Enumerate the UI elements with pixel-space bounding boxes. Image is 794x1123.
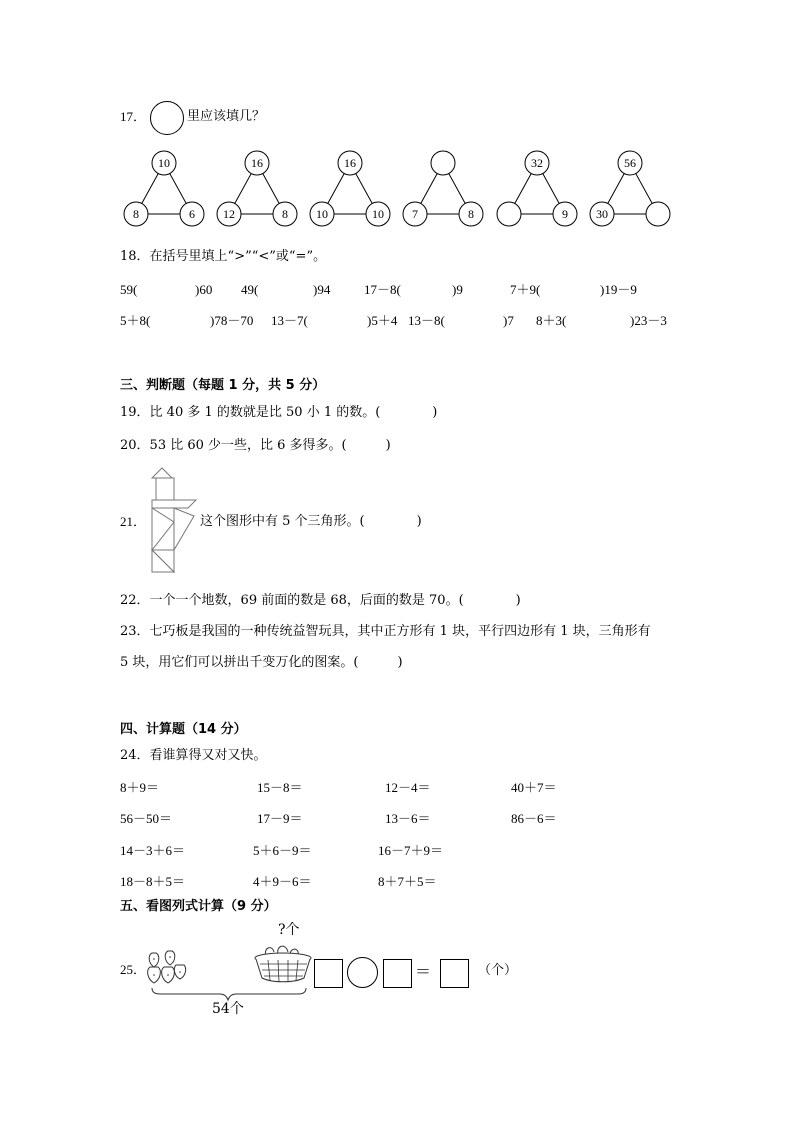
strawberry-group-icon [146,947,188,987]
triangle-3-left-value: 10 [316,207,328,221]
q25-number: 25． [120,962,147,977]
q21-text: 这个图形中有 5 个三角形。( ) [200,514,422,529]
triangle-4-top-circle [431,151,455,175]
answer-box-2[interactable] [383,959,412,988]
total-label: 54个 [212,1001,244,1017]
calc-r3-c2: 5＋6－9＝ [253,843,312,858]
triangle-2-top-value: 16 [251,156,263,170]
q18-title: 18．在括号里填上“>”“<”或“=”。 [120,249,327,264]
calc-r2-c4: 86－6＝ [511,811,557,826]
q23-line1: 23．七巧板是我国的一种传统益智玩具，其中正方形有 1 块，平行四边形有 1 块，三角形有 [120,624,651,639]
q18-r2-h: )23－3 [630,313,667,328]
q18-r1-g: 7＋9( [510,282,541,297]
q17-circle-icon [150,101,184,135]
q19-text: 19．比 40 多 1 的数就是比 50 小 1 的数。( ) [120,405,438,420]
q18-r2-a: 5＋8( [120,313,151,328]
q18-r1-h: )19－9 [600,282,637,297]
q17-question-text: 里应该填几？ [187,109,266,124]
triangle-6-top-value: 56 [624,156,636,170]
q18-r2-d: )5＋4 [367,313,398,328]
triangle-3-right-value: 10 [372,207,384,221]
section5-heading: 五、看图列式计算（9 分） [120,899,277,914]
q22-text: 22．一个一个地数，69 前面的数是 68，后面的数是 70。( ) [120,593,521,608]
strawberry-basket-icon [252,942,314,984]
triangle-5-left-circle [497,202,521,226]
triangle-1-top-value: 10 [158,156,170,170]
section4-heading: 四、计算题（14 分） [120,722,247,737]
q24-text: 24．看谁算得又对又快。 [120,748,267,763]
q18-r1-c: 49( [241,282,259,297]
calc-r2-c2: 17－9＝ [257,811,303,826]
q18-r1-d: )94 [313,282,331,297]
calc-r4-c2: 4＋9－6＝ [253,874,312,889]
q17-number: 17． [120,109,147,124]
triangle-4-left-value: 7 [412,207,418,221]
q23-line2: 5 块，用它们可以拼出千变万化的图案。( ) [120,655,403,670]
q18-r1-e: 17－8( [364,282,401,297]
answer-box-result[interactable] [440,959,469,988]
calc-r4-c3: 8＋7＋5＝ [378,874,437,889]
triangle-4-right-value: 8 [468,207,474,221]
question-mark-label: ?个 [278,922,300,938]
q21-number: 21． [120,514,147,529]
operator-circle[interactable] [347,957,378,988]
calc-r3-c3: 16－7＋9＝ [378,843,444,858]
calc-r3-c1: 14－3＋6＝ [120,843,186,858]
answer-box-1[interactable] [314,959,343,988]
calc-r2-c3: 13－6＝ [385,811,431,826]
unit-label: （个） [478,963,518,978]
calc-r2-c1: 56－50＝ [120,811,173,826]
equals-sign: ＝ [415,962,432,981]
triangle-1-right-value: 6 [189,207,195,221]
q20-text: 20．53 比 60 少一些，比 6 多得多。( ) [120,438,391,453]
q18-r2-g: 8＋3( [536,313,567,328]
triangle-5-right-value: 9 [562,207,568,221]
triangle-5-top-value: 32 [531,156,543,170]
triangle-6-right-circle [646,202,670,226]
calc-r1-c3: 12－4＝ [385,780,431,795]
triangle-6-left-value: 30 [596,207,608,221]
q18-r1-f: )9 [452,282,463,297]
q18-r2-c: 13－7( [271,313,308,328]
calc-r1-c2: 15－8＝ [257,780,303,795]
section3-heading: 三、判断题（每题 1 分，共 5 分） [120,378,326,393]
triangle-3-top-value: 16 [344,156,356,170]
q18-r2-e: 13－8( [408,313,445,328]
triangle-2-left-value: 12 [223,207,235,221]
calc-r1-c4: 40＋7＝ [511,780,557,795]
q18-r1-a: 59( [120,282,138,297]
tangram-figure [148,466,208,578]
calc-r1-c1: 8＋9＝ [120,780,160,795]
q18-r2-f: )7 [503,313,514,328]
triangle-2-right-value: 8 [282,207,288,221]
calc-r4-c1: 18－8＋5＝ [120,874,186,889]
q18-r1-b: )60 [195,282,213,297]
triangle-1-left-value: 8 [133,207,139,221]
q18-r2-b: )78－70 [210,313,254,328]
